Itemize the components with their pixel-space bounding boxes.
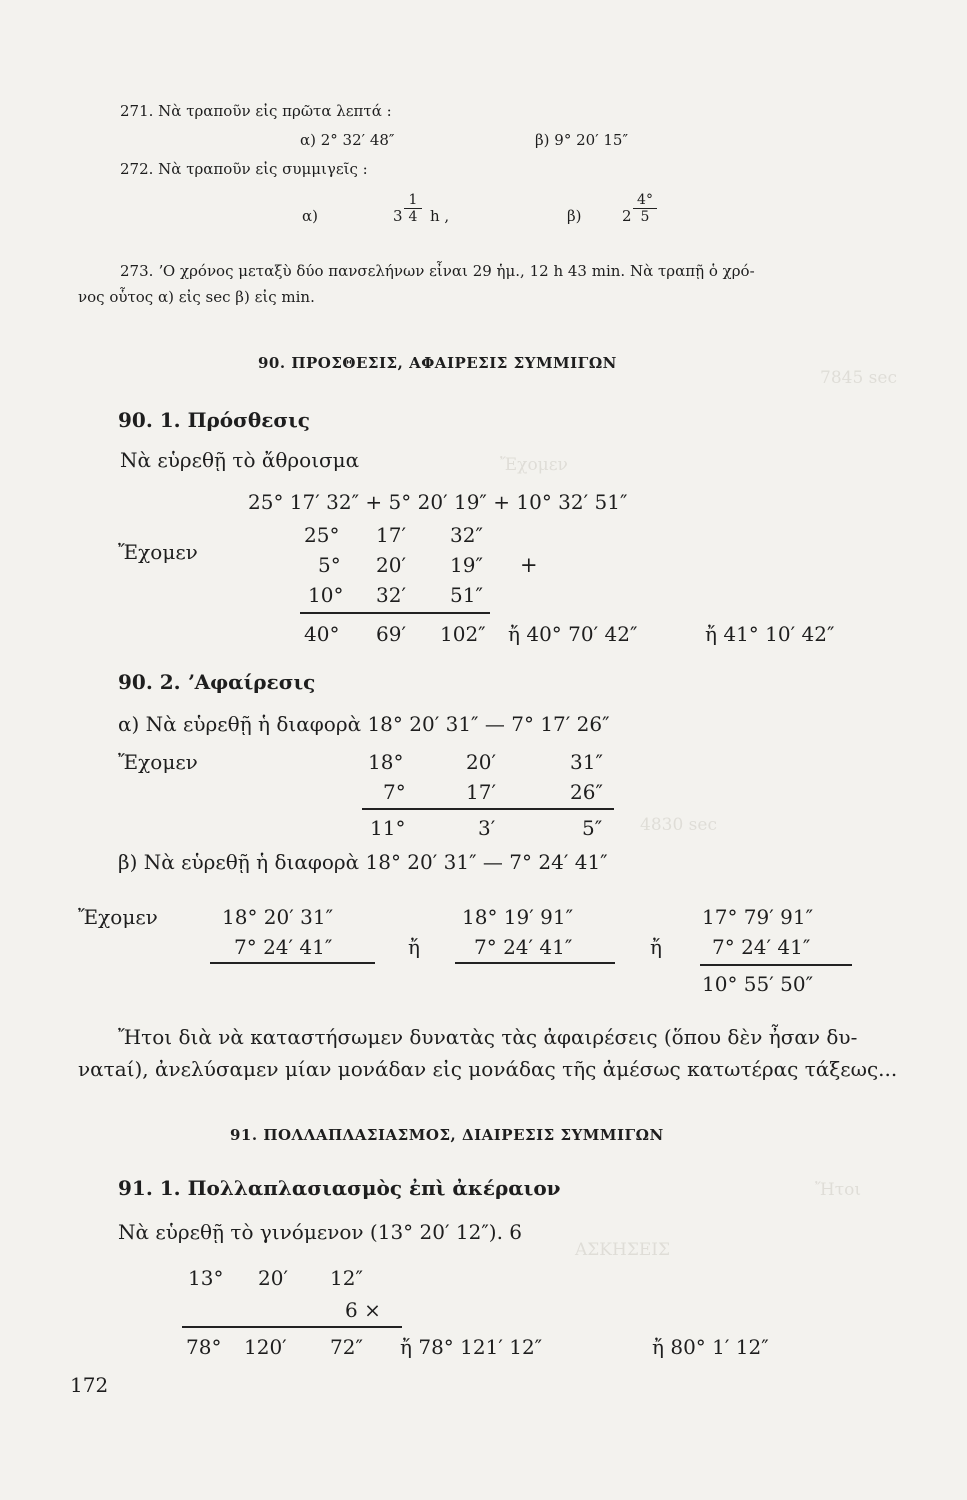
- sub-b-step2-top: 18° 19′ 91″: [462, 905, 574, 929]
- subsection-heading: 91. 1. Πολλαπλασιασμὸς ἐπὶ ἀκέραιον: [118, 1176, 561, 1200]
- problem-271-b: β) 9° 20′ 15″: [535, 131, 629, 149]
- fraction: [633, 192, 657, 225]
- add-deg: 5°: [318, 553, 341, 577]
- section-heading: 91. ΠΟΛΛΑΠΛΑΣΙΑΣΜΟΣ, ΔΙΑΙΡΕΣΙΣ ΣΥΜΜΙΓΩΝ: [230, 1126, 664, 1144]
- plus-sign: +: [520, 553, 538, 577]
- problem-271: 271. Νὰ τραποῦν εἰς πρῶτα λεπτά :: [120, 102, 392, 120]
- subsection-heading: 90. 1. Πρόσθεσις: [118, 408, 310, 432]
- echomen-label: Ἔχομεν: [118, 750, 198, 774]
- problem-273-line2: νος οὗτος α) εἰς sec β) εἰς min.: [78, 288, 315, 306]
- problem-271-a: α) 2° 32′ 48″: [300, 131, 395, 149]
- fraction-denominator: 4: [408, 209, 418, 225]
- add-min: 17′: [376, 523, 406, 547]
- add-sec: 19″: [450, 553, 483, 577]
- mult-min: 20′: [258, 1266, 288, 1290]
- fraction-numerator: 4°: [633, 192, 657, 209]
- problem-273-line1: 273. ʼΟ χρόνος μεταξὺ δύο πανσελήνων εἶναι 29 ἡμ., 12 h 43 min. Νὰ τραπῇ ὁ χρό-: [120, 262, 755, 280]
- sub-result-sec: 5″: [582, 816, 603, 840]
- add-result-sec: 102″: [440, 622, 486, 646]
- sub-b-step3-bottom: 7° 24′ 41″: [712, 935, 811, 959]
- echomen-label: Ἔχομεν: [78, 905, 158, 929]
- add-result-min: 69′: [376, 622, 406, 646]
- bleed-through-text: Ἤτοι: [815, 1180, 862, 1200]
- add-result-deg: 40°: [304, 622, 340, 646]
- mult-equivalent: ἤ 78° 121′ 12″: [400, 1335, 543, 1359]
- sub-b-step2-bottom: 7° 24′ 41″: [474, 935, 573, 959]
- bleed-through-text: 4830 sec: [640, 815, 717, 835]
- sub-b-result: 10° 55′ 50″: [702, 972, 814, 996]
- add-min: 20′: [376, 553, 406, 577]
- add-min: 32′: [376, 583, 406, 607]
- mult-deg: 13°: [188, 1266, 224, 1290]
- mult-sec: 12″: [330, 1266, 363, 1290]
- fraction: [404, 192, 422, 225]
- fraction-numerator: 1: [404, 192, 422, 209]
- sub-result-deg: 11°: [370, 816, 406, 840]
- sub-result-min: 3′: [478, 816, 496, 840]
- or-word: ἤ: [408, 935, 420, 959]
- add-equivalent: ἤ 41° 10′ 42″: [705, 622, 835, 646]
- problem-272: 272. Νὰ τραποῦν εἰς συμμιγεῖς :: [120, 160, 368, 178]
- mixed-number-whole: 2: [622, 207, 632, 225]
- bleed-through-text: 7845 sec: [820, 368, 897, 388]
- sub-sec: 26″: [570, 780, 603, 804]
- or-word: ἤ: [650, 935, 662, 959]
- difference-a-prompt: α) Νὰ εὑρεθῇ ἡ διαφορὰ 18° 20′ 31″ — 7° 17′ 26″: [118, 712, 610, 736]
- sub-deg: 18°: [368, 750, 404, 774]
- section-heading: 90. ΠΡΟΣΘΕΣΙΣ, ΑΦΑΙΡΕΣΙΣ ΣΥΜΜΙΓΩΝ: [258, 354, 617, 372]
- mult-result-min: 120′: [244, 1335, 287, 1359]
- product-prompt: Νὰ εὑρεθῇ τὸ γινόμενον (13° 20′ 12″). 6: [118, 1220, 523, 1244]
- add-equivalent: ἤ 40° 70′ 42″: [508, 622, 638, 646]
- difference-rule: [455, 962, 615, 964]
- mult-result-deg: 78°: [186, 1335, 222, 1359]
- sum-expression: 25° 17′ 32″ + 5° 20′ 19″ + 10° 32′ 51″: [248, 490, 628, 514]
- page-number: 172: [70, 1373, 109, 1397]
- difference-rule: [700, 964, 852, 966]
- sub-min: 17′: [466, 780, 496, 804]
- explanation-line2: νατaί), ἀνελύσαμεν μίαν μονάδαν εἰς μονάδας τῆς ἀμέσως κατωτέρας τάξεως...: [78, 1057, 898, 1081]
- product-rule: [182, 1326, 402, 1328]
- difference-rule: [362, 808, 614, 810]
- problem-272-b-label: β): [567, 207, 582, 225]
- sub-deg: 7°: [383, 780, 406, 804]
- difference-rule: [210, 962, 375, 964]
- explanation-line1: Ἤτοι διὰ νὰ καταστήσωμεν δυνατὰς τὰς ἀφαιρέσεις (ὅπου δὲν ἦσαν δυ-: [118, 1025, 858, 1049]
- add-deg: 25°: [304, 523, 340, 547]
- bleed-through-text: ΑΣΚΗΣΕΙΣ: [575, 1240, 670, 1260]
- multiplier: 6 ×: [345, 1298, 381, 1322]
- mult-result-sec: 72″: [330, 1335, 363, 1359]
- fraction-denominator: 5: [640, 209, 650, 225]
- sub-b-step3-top: 17° 79′ 91″: [702, 905, 814, 929]
- add-sec: 32″: [450, 523, 483, 547]
- unit-hours: h ,: [430, 207, 450, 225]
- mult-equivalent: ἤ 80° 1′ 12″: [652, 1335, 769, 1359]
- echomen-label: Ἔχομεν: [118, 540, 198, 564]
- difference-b-prompt: β) Νὰ εὑρεθῇ ἡ διαφορὰ 18° 20′ 31″ — 7° 24′ 41″: [118, 850, 608, 874]
- sub-min: 20′: [466, 750, 496, 774]
- add-sec: 51″: [450, 583, 483, 607]
- mixed-number-whole: 3: [393, 207, 403, 225]
- sub-sec: 31″: [570, 750, 603, 774]
- sum-rule: [300, 612, 490, 614]
- problem-272-a-label: α): [302, 207, 318, 225]
- add-deg: 10°: [308, 583, 344, 607]
- bleed-through-text: Ἔχομεν: [500, 455, 568, 475]
- sub-b-step1-top: 18° 20′ 31″: [222, 905, 334, 929]
- sum-prompt: Νὰ εὑρεθῇ τὸ ἄθροισμα: [120, 448, 360, 472]
- subsection-heading: 90. 2. ʼΑφαίρεσις: [118, 670, 316, 694]
- sub-b-step1-bottom: 7° 24′ 41″: [234, 935, 333, 959]
